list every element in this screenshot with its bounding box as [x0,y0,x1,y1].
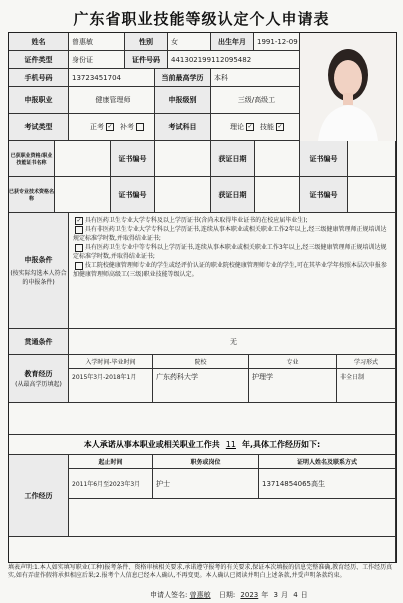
phone-label: 手机号码 [9,69,69,87]
edu-major: 护理学 [249,369,337,403]
level-value: 三级/高级工 [211,87,300,114]
education-label-cell [9,355,69,403]
edu-mode: 非全日制 [337,369,396,403]
phone-value: 13723451704 [69,69,155,87]
exam-first-checkbox[interactable]: ✓ [107,123,113,130]
work-time: 2011年6月至2023年3月 [69,469,153,499]
cert2-no-label: 证书编号 [111,177,155,213]
cert1-label: 已获职业资格/职业技能证书名称 [9,141,55,177]
work-contact: 13714854065高生 [259,469,396,499]
declaration-text: 填表声明:1.本人如实填写职业(工种)报考条件、资格审核相关要求,承诺遵守报考的有关要求,保证本次填报的信息完整准确,教育经历、工作经历真实,如有弄虚作假将承担相应后果;2.报考个人信息已经本人确认,不再变更。本人确认已阅读并明白上述条款,并受声明条款约束。 [8,564,393,579]
form-title: 广东省职业技能等级认定个人申请表 [73,10,330,28]
condition-item[interactable]: 技工院校健康管理师专业的学生或经评价认证的职业院校健康管理师专业的学生,可在其毕业学年按照本层次申报参加健康管理师高级工(三级)职业技能等级认定。 [73,262,387,278]
level-label: 申报级别 [155,87,211,114]
cert2-no-value [155,177,211,213]
conditions-list [69,213,396,329]
cert1-no-label-2: 证书编号 [300,141,348,177]
edu-header-mode: 学习形式 [337,355,396,369]
work-header-time: 起止时间 [69,455,153,469]
attachments-label: 贯通条件 [9,329,69,355]
signature-year: 2023 [240,591,259,599]
cert1-no-label: 证书编号 [111,141,155,177]
name-value: 曾惠敏 [69,33,125,51]
cert1-date-label: 获证日期 [211,141,255,177]
occupation-value: 健康管理师 [69,87,155,114]
edu-label: 当前最高学历 [155,69,211,87]
signature-day: 4 [293,591,298,599]
id-no-value: 441302199112095482 [168,51,300,69]
edu-school: 广东药科大学 [153,369,249,403]
education-hint: (从最高学历填起) [15,381,62,388]
commitment-line: 本人承诺从事本职业或相关职业工作共 11 年,具体工作经历如下: [9,435,396,455]
edu-header-time: 入学时间-毕业时间 [69,355,153,369]
signature-month: 3 [273,591,278,599]
edu-time: 2015年3月-2018年1月 [69,369,153,403]
skill-label: 技能 [260,123,274,131]
id-no-label: 证件号码 [125,51,168,69]
portrait-image [300,33,396,141]
education-blank-row [9,403,396,435]
subject-label: 考试科目 [155,114,211,141]
name-label: 姓名 [9,33,69,51]
edu-value: 本科 [211,69,300,87]
cert2-value [55,177,111,213]
signature-name: 曾惠敏 [189,591,211,599]
work-post: 护士 [153,469,259,499]
skill-checkbox[interactable]: ✓ [277,123,283,130]
cert2-no-value-2 [348,177,396,213]
conditions-label-cell [9,213,69,329]
condition-item[interactable]: 具有医药卫生专业中等专科以上学历证书,连续从事本职业或相关职业工作3年以上,经三级健康管理师正规培训达规定标准学时数,并取得结业证书; [73,244,387,260]
work-header-contact: 证明人姓名及联系方式 [259,455,396,469]
cert2-date-label: 获证日期 [211,177,255,213]
declaration-area [9,537,396,562]
work-blank-row [69,499,396,537]
birth-value: 1991-12-09 [254,33,300,51]
cert1-no-value [155,141,211,177]
cert1-value [55,141,111,177]
edu-header-school: 院校 [153,355,249,369]
gender-label: 性别 [125,33,168,51]
cert1-no-value-2 [348,141,396,177]
occupation-label: 申报职业 [9,87,69,114]
exam-first-label: 正考 [90,123,104,131]
commitment-years: 11 [225,440,236,449]
form-grid [8,32,397,563]
id-type-value: 身份证 [69,51,125,69]
subject-options [211,114,300,141]
exam-type-options [69,114,155,141]
gender-value: 女 [168,33,211,51]
theory-label: 理论 [230,123,244,131]
exam-type-label: 考试类型 [9,114,69,141]
conditions-label: 申报条件 [24,256,53,264]
cert1-date-value [255,141,300,177]
attachments-value: 无 [69,329,396,355]
condition-item[interactable]: 具有非医药卫生专业大学专科以上学历证书,连续从事本职业或相关职业工作2年以上,经三级健康管理师正规培训达规定标准学时数,并取得结业证书; [73,226,387,242]
signature-line: 申请人签名: 曾惠敏 日期: 2023 年 3 月 4 日 [150,591,308,599]
exam-makeup-label: 补考 [120,123,134,131]
id-type-label: 证件类型 [9,51,69,69]
work-label: 工作经历 [9,455,69,537]
conditions-hint: (按实际勾选本人符合的申报条件) [10,270,67,286]
condition-item[interactable]: ✓ 具有医药卫生专业大学专科及以上学历证书(含尚未取得毕业证书的在校应届毕业生); [76,216,308,224]
birth-label: 出生年月 [211,33,254,51]
exam-makeup-checkbox[interactable] [136,123,144,131]
applicant-photo [300,33,396,141]
cert2-label: 已获专业技术资格名称 [9,177,55,213]
work-header-post: 职务或岗位 [153,455,259,469]
cert2-no-label-2: 证书编号 [300,177,348,213]
theory-checkbox[interactable]: ✓ [247,123,253,130]
education-label: 教育经历 [24,370,53,378]
edu-header-major: 专业 [249,355,337,369]
cert2-date-value [255,177,300,213]
